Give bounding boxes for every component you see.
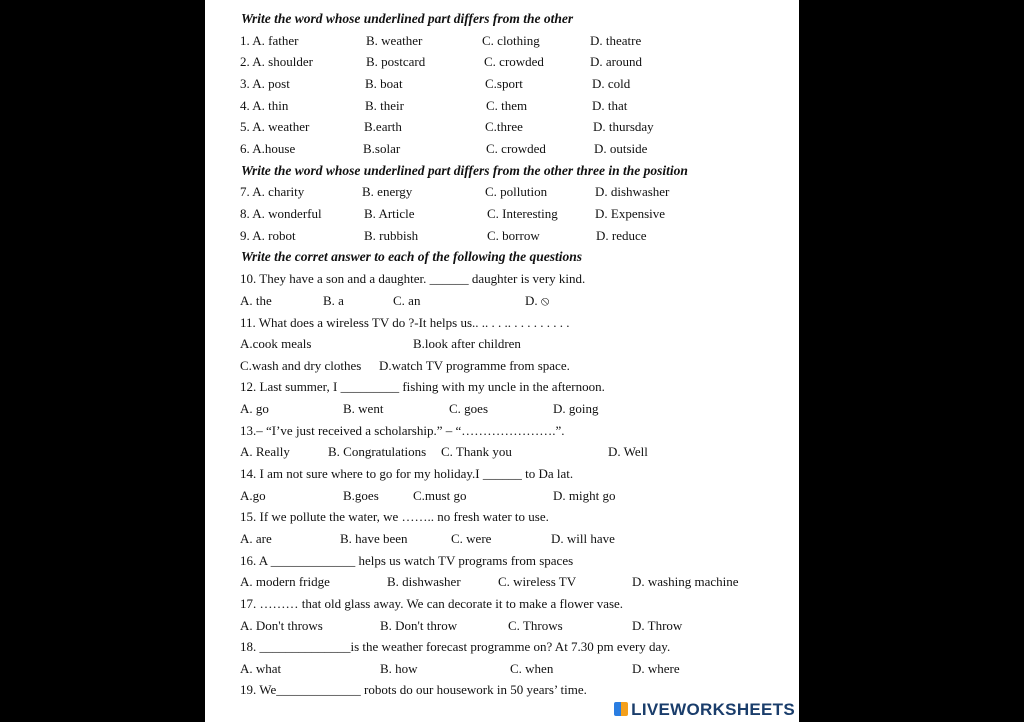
- question-row: [205, 117, 799, 137]
- option-d: D. might go: [553, 488, 616, 503]
- question-row: [205, 74, 799, 94]
- question-row: [205, 659, 799, 679]
- option-a: A.go: [240, 488, 266, 503]
- question-row: [205, 486, 799, 506]
- option-a: A.cook meals: [240, 336, 312, 351]
- option-a: A. the: [240, 293, 272, 308]
- option-b: B.solar: [363, 141, 401, 156]
- option-c: C.wash and dry clothes: [240, 358, 362, 373]
- question-row: [205, 204, 799, 224]
- question-row: [205, 572, 799, 592]
- option-a: A. Don't throws: [240, 618, 323, 633]
- section-heading: Write the word whose underlined part differs from the other: [241, 11, 574, 26]
- option-a: 2. A. shoulder: [240, 54, 313, 69]
- question-row: [205, 226, 799, 246]
- question-row: [205, 529, 799, 549]
- option-a: 5. A. weather: [240, 119, 310, 134]
- cut-off-title: [205, 0, 799, 2]
- option-d: D. Throw: [632, 618, 683, 633]
- option-b: B.look after children: [413, 336, 521, 351]
- liveworksheets-logo[interactable]: LIVEWORKSHEETS: [614, 700, 795, 720]
- option-a: A. go: [240, 401, 269, 416]
- option-b: B. Article: [364, 206, 415, 221]
- option-c: C. wireless TV: [498, 574, 577, 589]
- question-row: [205, 291, 799, 311]
- option-a: 1. A. father: [240, 33, 299, 48]
- section-heading: Write the corret answer to each of the following the questions: [241, 249, 583, 264]
- option-d: D. reduce: [596, 228, 647, 243]
- option-b: B. went: [343, 401, 384, 416]
- question-stem: 11. What does a wireless TV do ?-It helps us.. .. . . .. . . . . . . . . .: [240, 315, 570, 330]
- option-c: C. crowded: [486, 141, 546, 156]
- option-c: C. them: [486, 98, 528, 113]
- option-d: D. that: [592, 98, 628, 113]
- option-a: 8. A. wonderful: [240, 206, 322, 221]
- option-b: B.earth: [364, 119, 402, 134]
- option-c: C. when: [510, 661, 554, 676]
- option-d: D. outside: [594, 141, 648, 156]
- question-row: [205, 442, 799, 462]
- option-d: D.watch TV programme from space.: [379, 358, 570, 373]
- question-stem: 18. ______________is the weather forecast programme on? At 7.30 pm every day.: [240, 639, 671, 654]
- option-c: C. goes: [449, 401, 488, 416]
- option-a: A. modern fridge: [240, 574, 330, 589]
- option-a: 9. A. robot: [240, 228, 296, 243]
- option-d: D. going: [553, 401, 599, 416]
- question-stem: 16. A _____________ helps us watch TV programs from spaces: [240, 553, 574, 568]
- option-c: C. Interesting: [487, 206, 558, 221]
- option-d: D. cold: [592, 76, 631, 91]
- question-stem: 15. If we pollute the water, we …….. no fresh water to use.: [240, 509, 549, 524]
- option-d: D. where: [632, 661, 680, 676]
- question-stem: 12. Last summer, I _________ fishing with my uncle in the afternoon.: [240, 379, 605, 394]
- option-a: A. what: [240, 661, 282, 676]
- option-b: B. weather: [366, 33, 423, 48]
- option-c: C. crowded: [484, 54, 544, 69]
- option-c: C. were: [451, 531, 492, 546]
- option-b: B. energy: [362, 184, 413, 199]
- question-stem: 14. I am not sure where to go for my holiday.I ______ to Da lat.: [240, 466, 574, 481]
- question-row: [205, 139, 799, 159]
- option-b: B. have been: [340, 531, 408, 546]
- option-c: C.three: [485, 119, 523, 134]
- option-d: D. theatre: [590, 33, 642, 48]
- option-a: A. are: [240, 531, 272, 546]
- option-d: D. Well: [608, 444, 648, 459]
- liveworksheets-logo-icon: [614, 702, 628, 716]
- option-d: D. thursday: [593, 119, 654, 134]
- option-b: B. how: [380, 661, 418, 676]
- option-b: B. dishwasher: [387, 574, 461, 589]
- question-stem: 17. ……… that old glass away. We can decorate it to make a flower vase.: [240, 596, 624, 611]
- option-d: D. dishwasher: [595, 184, 670, 199]
- option-d: D. washing machine: [632, 574, 739, 589]
- option-a: 3. A. post: [240, 76, 290, 91]
- question-stem: 13.– “I’ve just received a scholarship.” – “………………….”.: [240, 423, 565, 438]
- option-b: B. postcard: [366, 54, 426, 69]
- option-c: C. pollution: [485, 184, 548, 199]
- option-c: C.must go: [413, 488, 467, 503]
- option-a: A. Really: [240, 444, 290, 459]
- worksheet-page: [205, 0, 799, 722]
- option-c: C. borrow: [487, 228, 540, 243]
- option-d: D. ⦸: [525, 293, 550, 308]
- option-b: B. rubbish: [364, 228, 419, 243]
- option-d: D. around: [590, 54, 642, 69]
- section-heading: Write the word whose underlined part differs from the other three in the position: [241, 163, 688, 178]
- option-b: B. their: [365, 98, 404, 113]
- option-a: 7. A. charity: [240, 184, 305, 199]
- option-d: D. Expensive: [595, 206, 666, 221]
- option-c: C.sport: [485, 76, 523, 91]
- option-a: 4. A. thin: [240, 98, 289, 113]
- question-row: [205, 52, 799, 72]
- question-row: [205, 182, 799, 202]
- option-b: B. boat: [365, 76, 403, 91]
- option-c: C. an: [393, 293, 421, 308]
- question-row: [205, 616, 799, 636]
- option-a: 6. A.house: [240, 141, 296, 156]
- option-b: B. Congratulations: [328, 444, 427, 459]
- question-stem: 10. They have a son and a daughter. ______ daughter is very kind.: [240, 271, 586, 286]
- option-c: C. Throws: [508, 618, 563, 633]
- question-stem: 19. We_____________ robots do our housework in 50 years’ time.: [240, 682, 587, 697]
- option-b: B. a: [323, 293, 344, 308]
- option-b: B.goes: [343, 488, 379, 503]
- option-b: B. Don't throw: [380, 618, 458, 633]
- option-d: D. will have: [551, 531, 615, 546]
- option-c: C. Thank you: [441, 444, 512, 459]
- question-row: [205, 399, 799, 419]
- question-row: [205, 356, 799, 376]
- question-row: [205, 31, 799, 51]
- option-c: C. clothing: [482, 33, 540, 48]
- question-row: [205, 334, 799, 354]
- question-row: [205, 96, 799, 116]
